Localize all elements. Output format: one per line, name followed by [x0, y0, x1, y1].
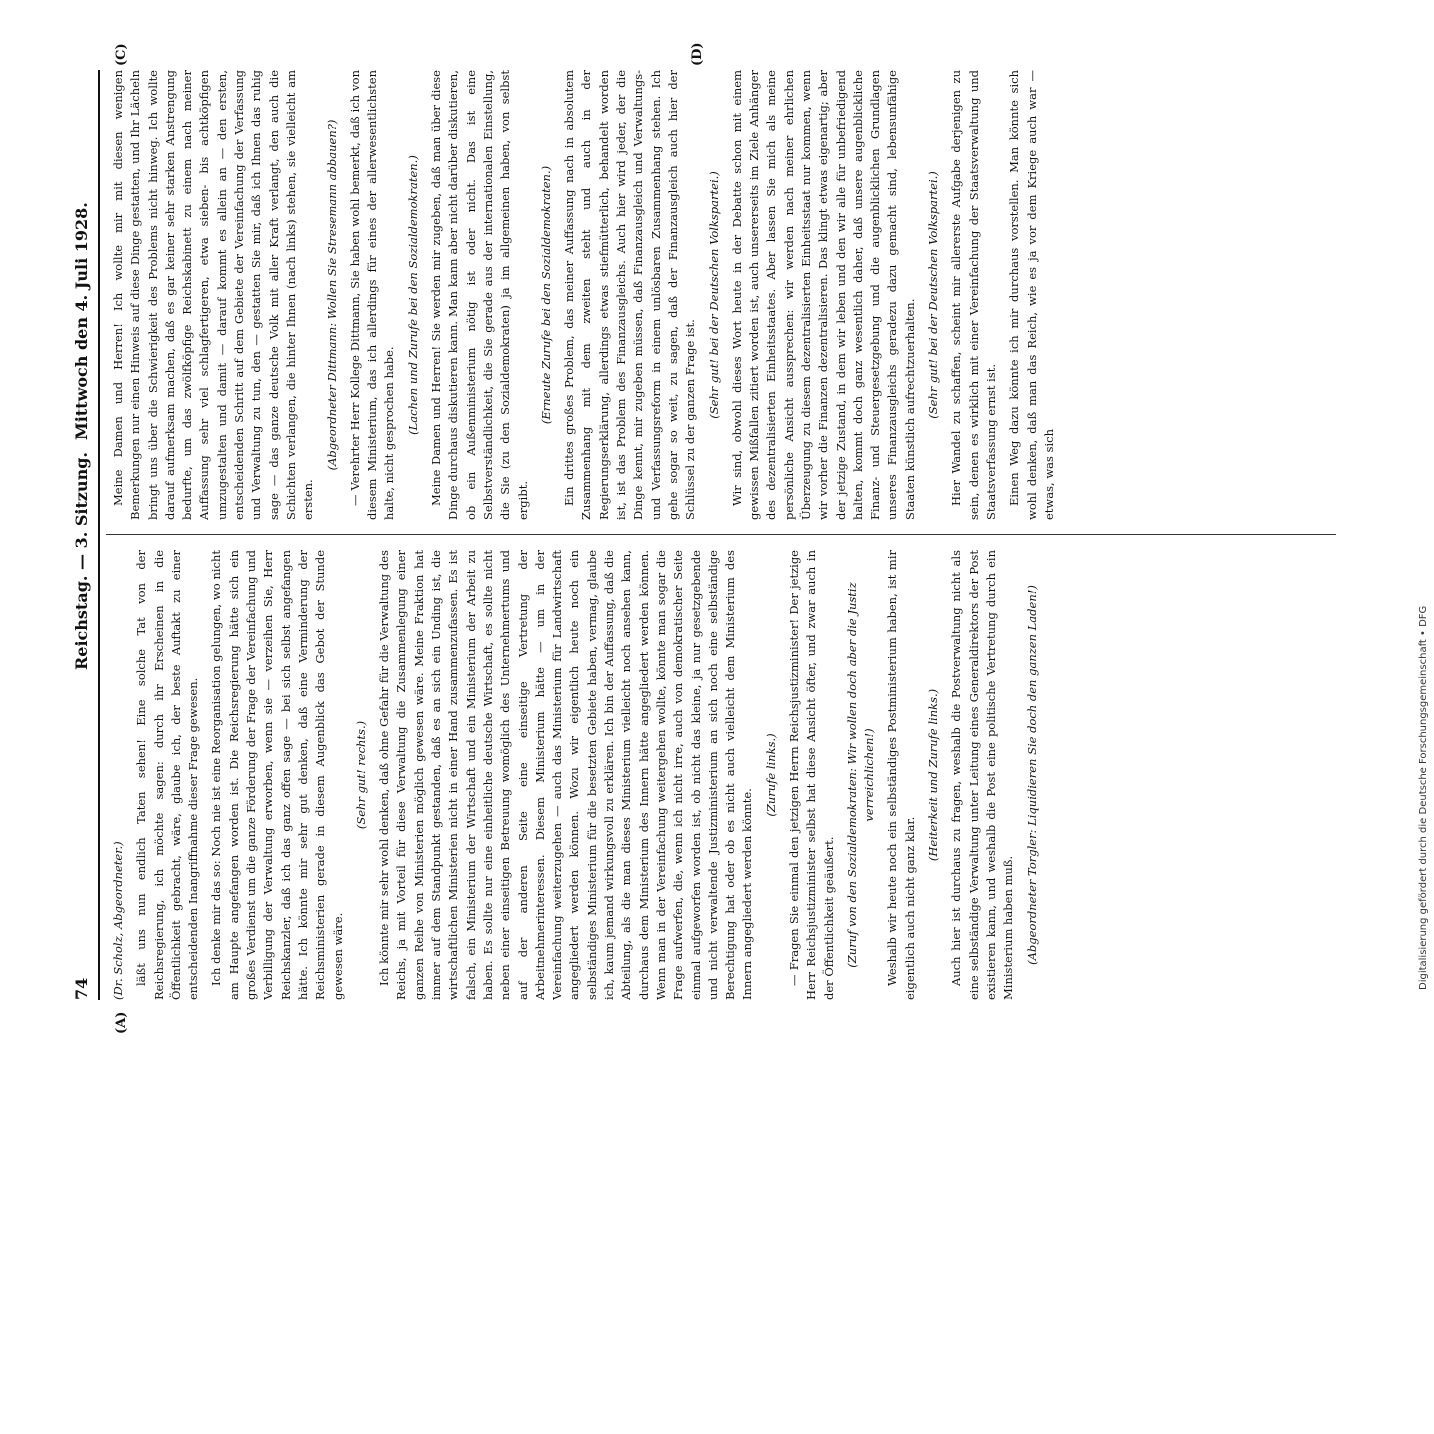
interjection: (Erneute Zurufe bei den Sozialdemokraten.) — [538, 165, 553, 425]
interjection: (Abgeordneter Dittmann: Wollen Sie Stresemann abbauen?) — [324, 119, 339, 471]
paragraph: Einen Weg dazu könnte ich mir durchaus vorstellen. Man könnte sich wohl denken, daß man das Reich, wie es ja vor dem Kriege auch war — etwas, was sich — [1007, 70, 1056, 520]
paragraph: Ich könnte mir sehr wohl denken, daß ohne Gefahr für die Verwaltung des Reichs, ja mit Vorteil für diese Verwaltung die Zusammenlegung einer ganzen Reihe von Ministerien möglich gewesen wäre. Meine Fraktion hat immer auf dem Standpunkt gestanden, daß es an sich ein Unding ist, die wirtschaftlichen Ministerien nicht in einer Hand zusammenzufassen. Es ist falsch, ein Ministerium der Wirtschaft und ein Ministerium der Arbeit zu haben. Es sollte nur eine einheitliche deutsche Wirtschaft, es sollte nicht neben einer einseitigen Betreuung womöglich des Unternehmertums und auf der anderen Seite eine einseitige Vertretung der Arbeitnehmerinteressen. Diesem Ministerium hätte — um in der Vereinfachung weiterzugehen — auch das Ministerium für Landwirtschaft angegliedert werden können. Wozu wir eigentlich heute noch ein selbständiges Ministerium für die besetzten Gebiete haben, vermag, glaube ich, kaum jemand wirkungsvoll zu erklären. Ich bin der Auffassung, daß die Abteilung, als die man dieses Ministerium vielleicht noch ansehen kann, durchaus dem Ministerium des Innern hätte angegliedert werden können. Wenn man in der Vereinfachung weitergehen wollte, könnte man sogar die Frage aufwerfen, die, wenn ich nicht irre, auch von demokratischer Seite einmal aufgeworfen worden ist, ob nicht das kleine, ja nur gesetzgebende und nicht verwaltende Justizministerium an sich noch eine selbständige Berechtigung hat oder ob es nicht auch vielleicht dem Ministerium des Innern angegliedert werden könnte. — [377, 550, 755, 1000]
interjection: (Zurufe links.) — [763, 733, 778, 817]
interjection: (Zuruf von den Sozialdemokraten: Wir wollen doch aber die Justiz verreichlichen!) — [844, 582, 877, 968]
interjection: (Lachen und Zurufe bei den Sozialdemokraten.) — [405, 155, 420, 435]
paragraph: Meine Damen und Herren! Ich wollte mir mit diesen wenigen Bemerkungen nur einen Hinweis auf diese Dinge gestatten, und Ihr Lächeln bringt uns über die Schwierigkeit des Problems nicht hinweg. Ich wollte darauf aufmerksam machen, daß es gar keiner sehr starken Anstrengung bedurfte, um das zwölfköpfige Reichskabinett zu einem nach meiner Auffassung sehr viel schlagfertigeren, etwa sieben- bis achtköpfigen umzugestalten und damit — darauf kommt es allein an — den ersten, entscheidenden Schritt auf dem Gebiete der Vereinfachung der Verfassung und Verwaltung zu tun, den — gestatten Sie mir, daß ich Ihnen das ruhig sage — das ganze deutsche Volk mit aller Kraft verlangt, den auch die Schichten verlangen, die hinter Ihnen (nach links) stehen, sie vielleicht am ersten. — [111, 70, 316, 520]
running-header — [70, 70, 100, 1000]
paragraph: Hier Wandel zu schaffen, scheint mir allererste Aufgabe derjenigen zu sein, denen es wirklich mit einer Vereinfachung der Staatsverwaltung und Staatsverfassung ernst ist. — [949, 70, 998, 520]
rotated-page-content — [70, 42, 1370, 1034]
paragraph: Wir sind, obwohl dieses Wort heute in der Debatte schon mit einem gewissen Mißfallen zitiert worden ist, auch unsererseits im Ziele Anhänger des dezentralisierten Einheitsstaates. Aber lassen Sie mich als meine persönliche Ansicht aussprechen: wir werden nach meiner ehrlichen Überzeugung zu diesem dezentralisierten Einheitsstaat nur kommen, wenn wir vorher die Finanzen dezentralisieren. Das klingt etwas eigenartig; aber der jetzige Zustand, in dem wir leben und den wir alle für unbefriedigend halten, kommt doch ganz wesentlich daher, daß unsere augenblickliche Finanz- und Steuergesetzgebung und die augenblicklichen Grundlagen unseres Finanzausgleichs geradezu dazu gemacht sind, lebensunfähige Staaten künstlich aufrechtzuerhalten. — [729, 70, 917, 520]
interjection: (Sehr gut! bei der Deutschen Volkspartei.) — [926, 171, 941, 419]
margin-marker-d: (D) — [690, 42, 705, 66]
session-title: Reichstag. — 3. Sitzung. — [72, 452, 91, 670]
dfg-side-note — [1418, 10, 1434, 990]
paragraph: Meine Damen und Herren! Sie werden mir zugeben, daß man über diese Dinge durchaus diskutieren kann. Man kann aber nicht darüber diskutieren, ob ein Außenministerium nötig ist oder nicht. Das ist eine Selbstverständlichkeit, die Sie gerade aus der internationalen Einstellung, die Sie (zu den Sozialdemokraten) ja im allgemeinen haben, von selbst ergibt. — [429, 70, 530, 520]
paragraph: Ein drittes großes Problem, das meiner Auffassung nach in absolutem Zusammenhang mit dem zweiten steht und auch in der Regierungserklärung, allerdings etwas stiefmütterlich, behandelt worden ist, ist das Problem des Finanzausgleichs. Auch hier wird jeder, der die Dinge kennt, mir zugeben müssen, daß Finanzausgleich und Verwaltungs- und Verfassungsreform in einem unlösbaren Zusammenhang stehen. Ich gehe sogar so weit, zu sagen, daß der Finanzausgleich auch hier der Schlüssel zu der ganzen Frage ist. — [562, 70, 698, 520]
margin-marker-c: (C) — [114, 43, 129, 66]
dfg-side-note-text: Digitalisierung gefördert durch die Deutsche Forschungsgemeinschaft • DFG — [1418, 605, 1429, 990]
column-divider — [106, 534, 1336, 535]
interjection: (Abgeordneter Torgler: Liquidieren Sie doch den ganzen Laden!) — [1024, 585, 1039, 965]
interjection: (Sehr gut! bei der Deutschen Volkspartei.) — [706, 171, 721, 419]
right-column — [110, 70, 1330, 520]
session-date: Mittwoch den 4. Juli 1928. — [72, 202, 91, 440]
paragraph: Ich denke mir das so: Noch nie ist eine Reorganisation gelungen, wo nicht am Haupte angefangen worden ist. Die Reichsregierung hätte sich ein großes Verdienst um die ganze Förderung der Frage der Vereinfachung und Verbilligung der Verwaltung erworben, wenn sie — verzeihen Sie, Herr Reichskanzler, daß ich das ganz offen sage — bei sich selbst angefangen hätte. Ich könnte mir sehr gut denken, daß eine Verminderung der Reichsministerien gerade in diesem Augenblick das Gebot der Stunde gewesen wäre. — [209, 550, 345, 1000]
paragraph: Weshalb wir heute noch ein selbständiges Postministerium haben, ist mir eigentlich auch nicht ganz klar. — [885, 550, 917, 1000]
left-column — [110, 550, 1330, 1000]
interjection: (Sehr gut! rechts.) — [353, 720, 368, 830]
margin-marker-a: (A) — [114, 1011, 129, 1034]
speaker-line: (Dr. Scholz, Abgeordneter.) — [111, 841, 125, 1000]
interjection: (Heiterkeit und Zurufe links.) — [926, 688, 941, 862]
paragraph: — Fragen Sie einmal den jetzigen Herrn Reichsjustizminister! Der jetzige Herr Reichsjustizminister selbst hat diese Ansicht öfter, und zwar auch in der Öffentlichkeit geäußert. — [786, 550, 836, 1000]
page-number: 74 — [72, 977, 91, 1000]
paragraph: — Verehrter Herr Kollege Dittmann, Sie haben wohl bemerkt, daß ich von diesem Ministerium, das ich allerdings für eines der allerwesentlichsten halte, nicht gesprochen habe. — [347, 70, 397, 520]
paragraph: läßt uns nun endlich Taten sehen! Eine solche Tat von der Reichsregierung, ich möchte sagen: durch ihr Erscheinen in die Öffentlichkeit gebracht, wäre, glaube ich, der beste Auftakt zu einer entscheidenden Inangriffnahme dieser Frage gewesen. — [134, 550, 201, 1000]
paragraph: Auch hier ist durchaus zu fragen, weshalb die Postverwaltung nicht als eine selbständige Verwaltung unter Leitung eines Generaldirektors der Post existieren kann, und weshalb die Post eine politische Vertretung durch ein Ministerium haben muß. — [949, 550, 1016, 1000]
